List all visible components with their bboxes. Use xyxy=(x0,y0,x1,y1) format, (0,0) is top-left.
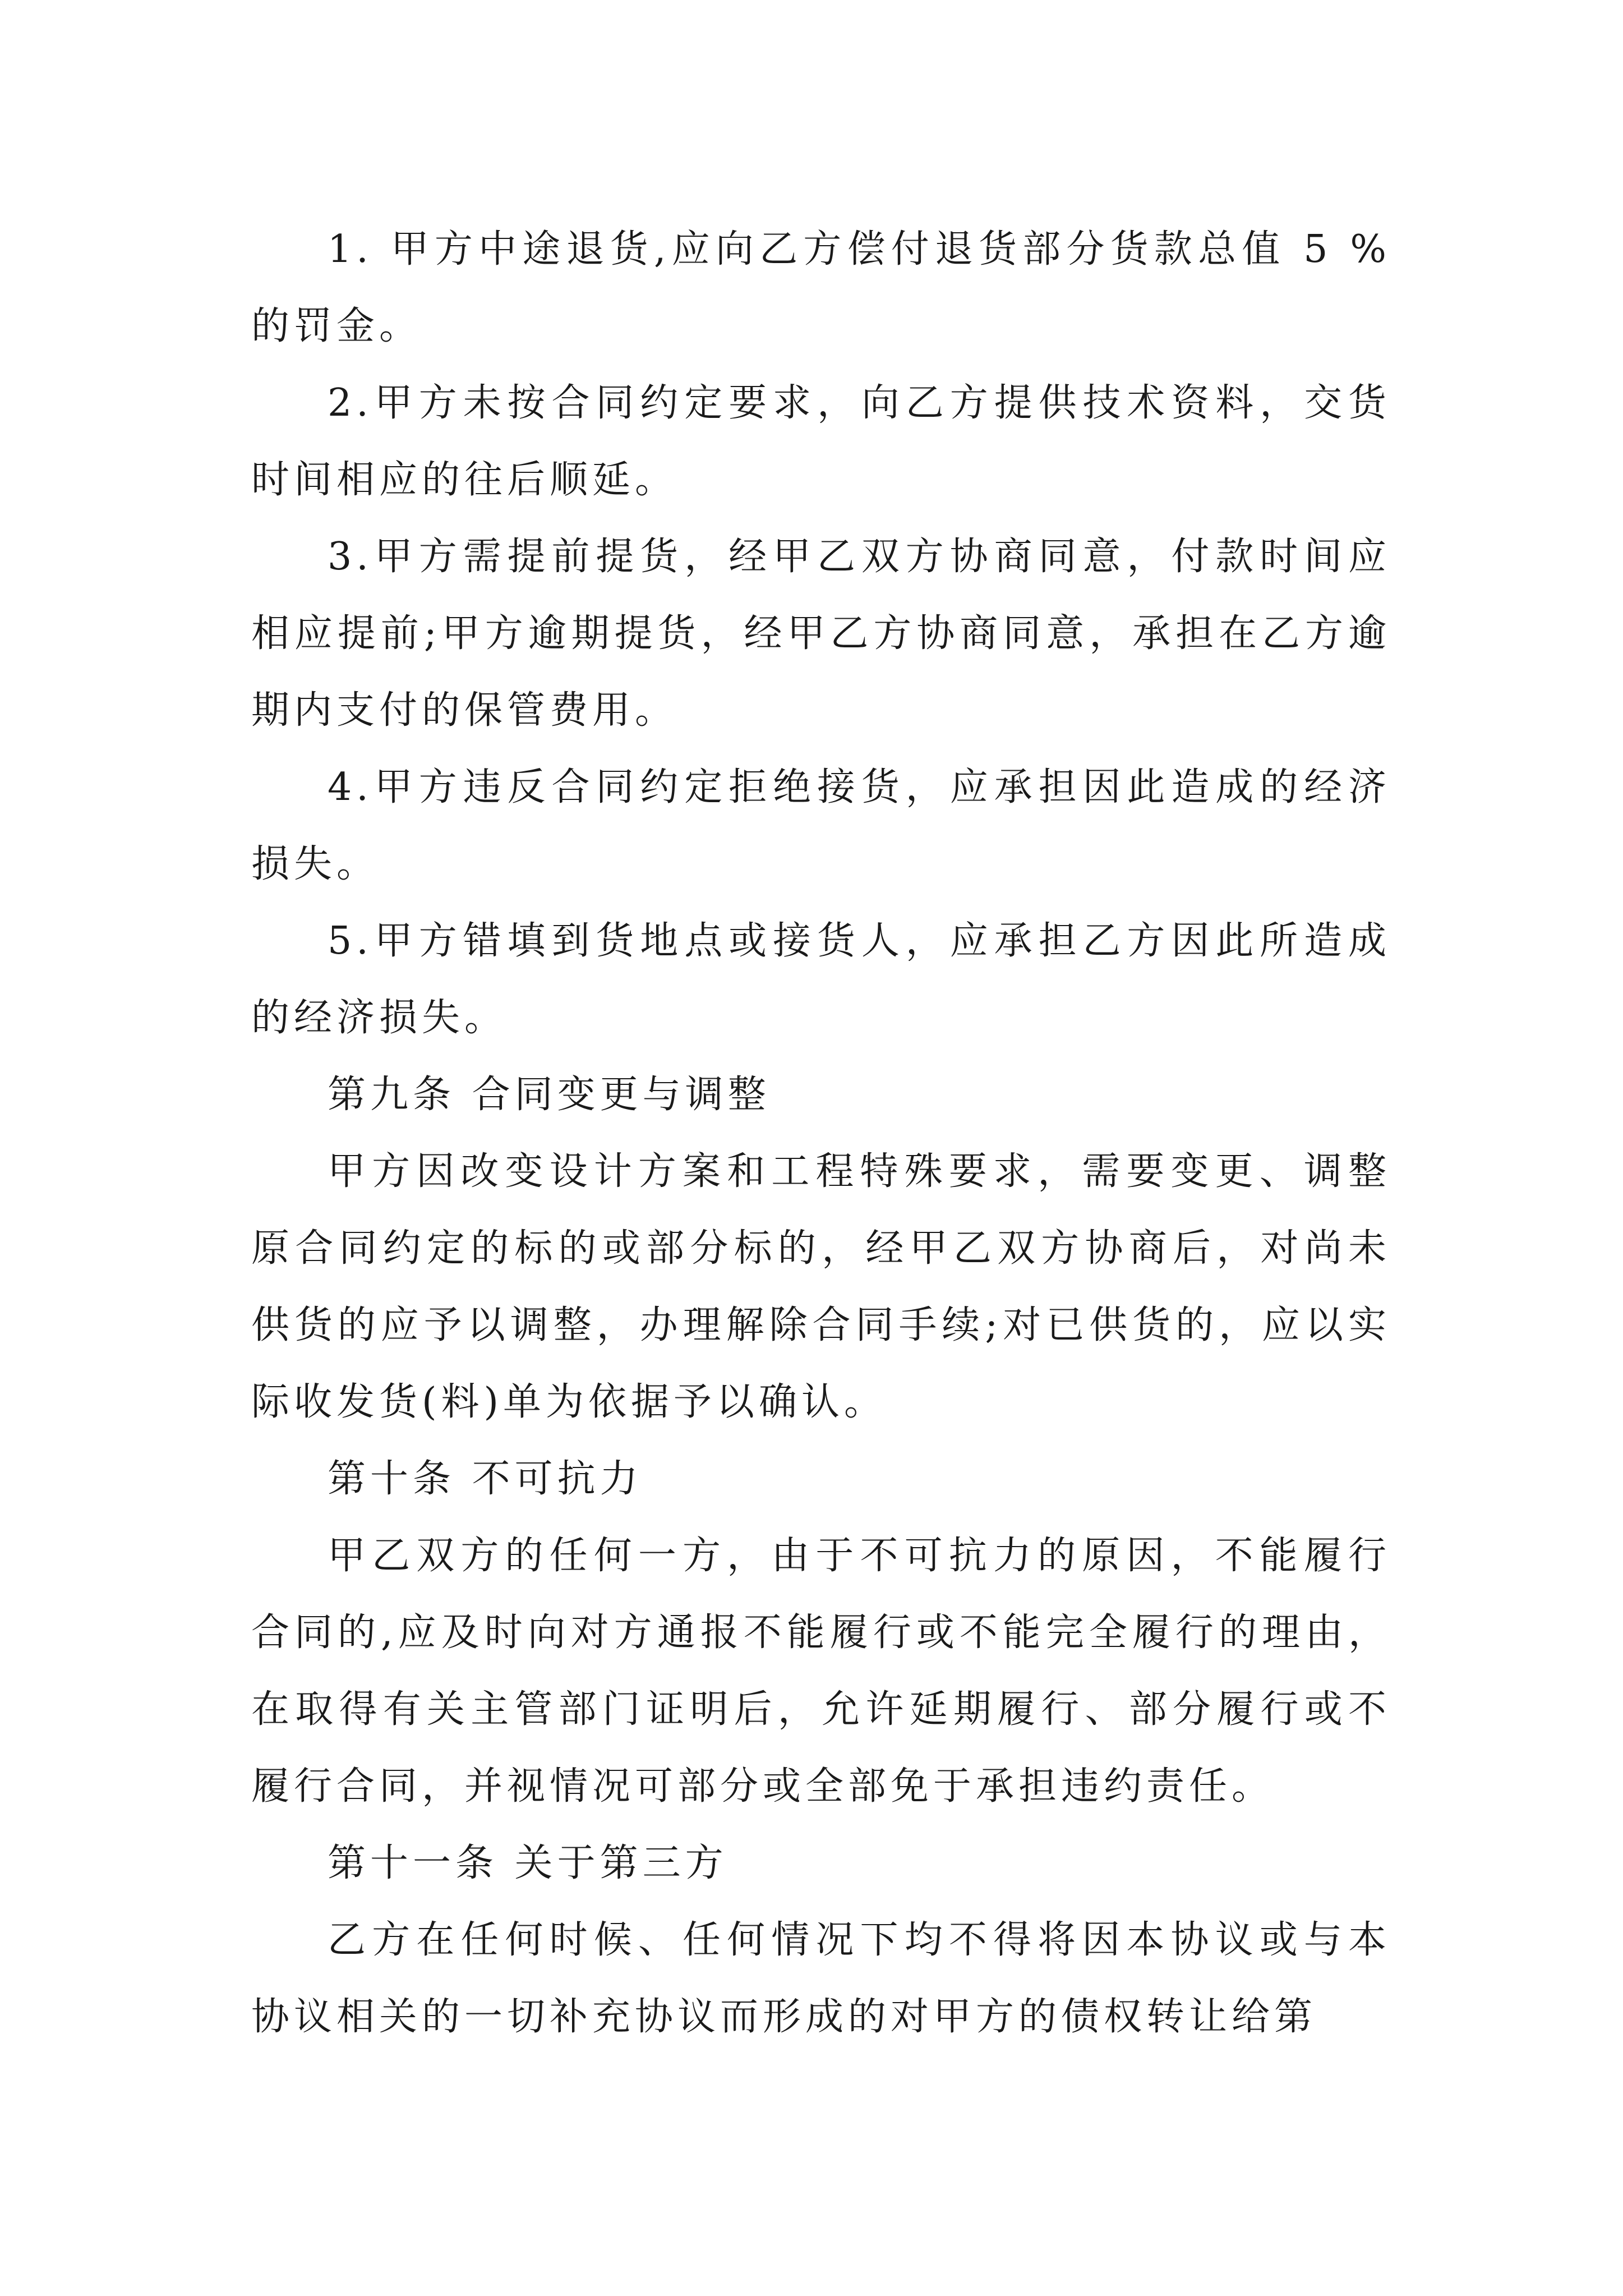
clause-item-5: 5.甲方错填到货地点或接货人，应承担乙方因此所造成的经济损失。 xyxy=(251,919,1391,1040)
clause-item-1: 1. 甲方中途退货,应向乙方偿付退货部分货款总值 5 %的罚金。 xyxy=(251,227,1391,348)
clause-item-3: 3.甲方需提前提货，经甲乙双方协商同意，付款时间应相应提前;甲方逾期提货，经甲乙方协商同意，承担在乙方逾期内支付的保管费用。 xyxy=(251,535,1391,733)
article-10-body: 甲乙双方的任何一方，由于不可抗力的原因，不能履行合同的,应及时向对方通报不能履行或不能完全履行的理由，在取得有关主管部门证明后，允许延期履行、部分履行或不履行合同，并视情况可部分或全部免于承担违约责任。 xyxy=(251,1534,1391,1809)
article-9-body: 甲方因改变设计方案和工程特殊要求，需要变更、调整原合同约定的标的或部分标的，经甲乙双方协商后，对尚未供货的应予以调整，办理解除合同手续;对已供货的，应以实际收发货(料)单为依据予以确认。 xyxy=(251,1149,1391,1424)
article-10-heading: 第十条 不可抗力 xyxy=(328,1457,643,1501)
article-11-heading: 第十一条 关于第三方 xyxy=(328,1841,728,1885)
document-page xyxy=(251,211,1391,2055)
clause-item-4: 4.甲方违反合同约定拒绝接货，应承担因此造成的经济损失。 xyxy=(251,765,1391,886)
clause-item-2: 2.甲方未按合同约定要求，向乙方提供技术资料，交货时间相应的往后顺延。 xyxy=(251,381,1391,502)
article-11-body: 乙方在任何时候、任何情况下均不得将因本协议或与本协议相关的一切补充协议而形成的对甲方的债权转让给第 xyxy=(251,1918,1391,2039)
article-9-heading: 第九条 合同变更与调整 xyxy=(328,1073,771,1117)
